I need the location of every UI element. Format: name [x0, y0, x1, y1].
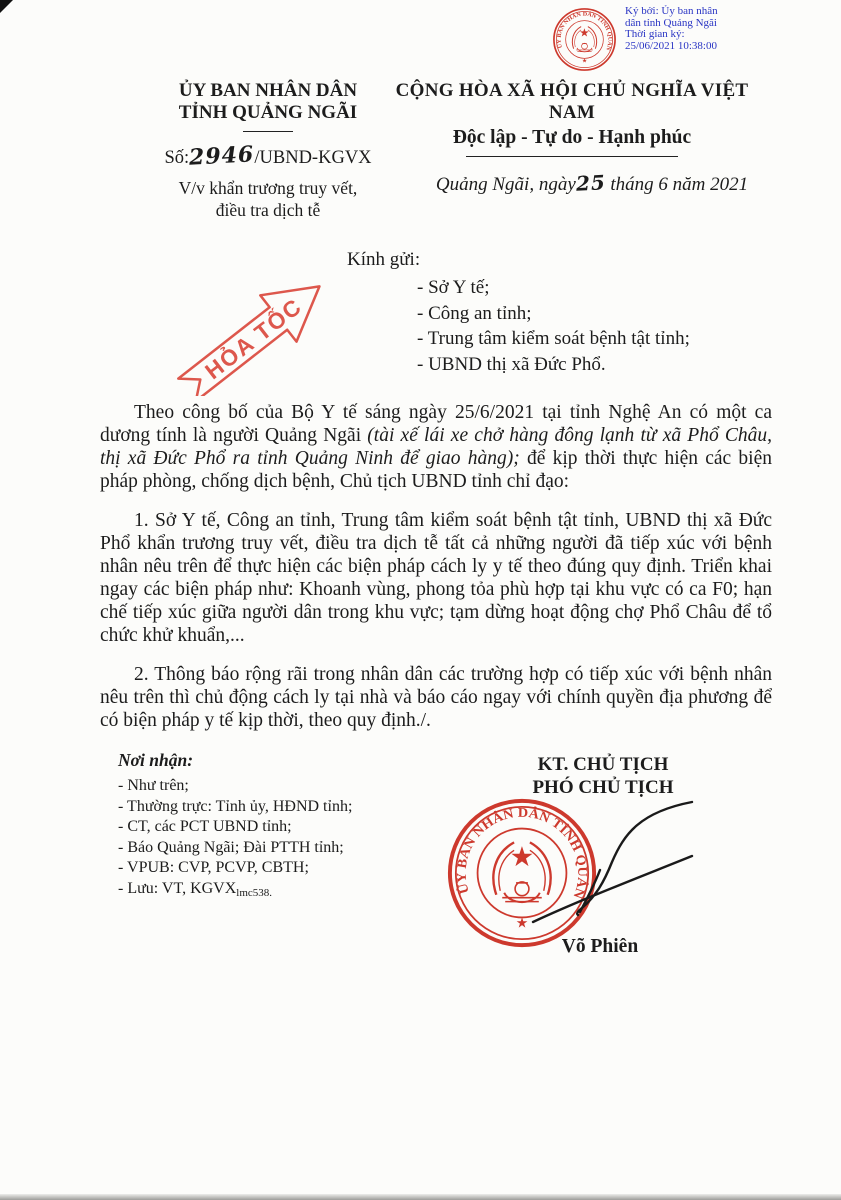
- place-date-line: [412, 171, 772, 196]
- intro-italic: (tài xế lái xe chở hàng đông lạnh từ xã Phổ Châu, thị xã Đức Phổ ra tỉnh Quảng Ninh để giao hàng);: [100, 425, 773, 469]
- recipient-item: - Trung tâm kiểm soát bệnh tật tỉnh;: [417, 328, 690, 349]
- body-paragraph-intro: [100, 401, 772, 493]
- signer-name: Võ Phiên: [561, 936, 639, 957]
- noi-nhan-item: - Báo Quảng Ngãi; Đài PTTH tỉnh;: [118, 838, 344, 856]
- noi-nhan-label: Nơi nhận:: [118, 750, 194, 770]
- body-paragraph-item1: 1. Sở Y tế, Công an tỉnh, Trung tâm kiểm soát bệnh tật tỉnh, UBND thị xã Đức Phổ khẩn trương truy vết, điều tra dịch tễ tất cả những người đã tiếp xúc với bệnh nhân nêu trên để thực hiện các biện pháp cách ly y tế theo đúng quy định. Triển khai ngay các biện pháp như: Khoanh vùng, phong tỏa phù hợp tại khu vực có ca F0; hạn chế tiếp xúc giữa người dân trong khu vực; tạm dừng hoạt động chợ Phổ Châu để tổ chức khử khuẩn,...: [100, 510, 772, 646]
- subject-line1: V/v khẩn trương truy vết,: [178, 178, 358, 198]
- org-divider: [243, 131, 293, 132]
- date-suffix: tháng 6 năm 2021: [610, 174, 749, 195]
- national-title: CỘNG HÒA XÃ HỘI CHỦ NGHĨA VIỆT NAM: [395, 80, 749, 123]
- date-prefix: Quảng Ngãi, ngày: [435, 174, 576, 195]
- recipient-item: - Sở Y tế;: [417, 277, 490, 298]
- sig-info-line: Thời gian ký:: [625, 28, 685, 40]
- noi-nhan-block: [118, 750, 448, 903]
- noi-nhan-last-sub: lmc538.: [236, 886, 273, 899]
- signer-title-block: [503, 753, 703, 799]
- org-name-line1: ỦY BAN NHÂN DÂN: [178, 80, 358, 101]
- noi-nhan-item: - Như trên;: [118, 777, 189, 794]
- sig-info-line: Ký bởi: Ủy ban nhân: [625, 5, 718, 17]
- signer-title-2: PHÓ CHỦ TỊCH: [532, 777, 674, 798]
- recipients-block: [347, 248, 690, 377]
- national-motto: Độc lập - Tự do - Hạnh phúc: [452, 127, 692, 148]
- motto-divider: [466, 156, 678, 157]
- signer-title-1: KT. CHỦ TỊCH: [537, 754, 669, 775]
- handwritten-signature: [520, 794, 700, 936]
- document-number-handwritten: 2946: [188, 141, 256, 171]
- noi-nhan-item: - VPUB: CVP, PCVP, CBTH;: [118, 859, 309, 876]
- intro-normal2: để kịp thời thực hiện các biện pháp phòng, chống dịch bệnh, Chủ tịch UBND tỉnh chỉ đạo:: [100, 448, 773, 492]
- recipients-list: [417, 275, 690, 377]
- document-number-suffix: /UBND-KGVX: [254, 148, 372, 168]
- hoa-toc-stamp: [156, 248, 346, 396]
- subject-line2: điều tra dịch tễ: [215, 200, 321, 220]
- body-paragraph-item2: 2. Thông báo rộng rãi trong nhân dân các trường hợp có tiếp xúc với bệnh nhân nêu trên thì chủ động cách ly tại nhà và báo cáo ngay với chính quyền địa phương để có biện pháp y tế kịp thời, theo quy định./.: [100, 664, 772, 731]
- national-header-block: [372, 80, 772, 196]
- digital-signature-info: [625, 6, 765, 52]
- noi-nhan-item: - Thường trực: Tỉnh ủy, HĐND tỉnh;: [118, 797, 353, 815]
- noi-nhan-item-last: [118, 879, 448, 904]
- scan-bottom-artifact: [0, 1194, 841, 1200]
- date-day-handwritten: 25: [575, 170, 607, 196]
- intro-normal1: Theo công bố của Bộ Y tế sáng ngày 25/6/2021 tại tỉnh Nghệ An có một ca dương tính là người Quảng Ngãi: [100, 402, 772, 446]
- noi-nhan-list: [118, 776, 448, 903]
- digital-signature-seal-icon: [551, 6, 618, 73]
- noi-nhan-item: - CT, các PCT UBND tỉnh;: [118, 818, 292, 835]
- scan-corner-artifact: [0, 0, 13, 13]
- document-body: [100, 401, 772, 748]
- sig-info-line: dân tỉnh Quảng Ngãi: [625, 16, 717, 29]
- sig-info-line: 25/06/2021 10:38:00: [625, 39, 717, 52]
- noi-nhan-last-main: - Lưu: VT, KGVX: [118, 879, 237, 897]
- recipients-label: Kính gửi:: [347, 249, 421, 270]
- document-number-prefix: Số:: [164, 148, 190, 168]
- org-name-line2: TỈNH QUẢNG NGÃI: [178, 102, 358, 123]
- recipient-item: - UBND thị xã Đức Phổ.: [417, 353, 606, 375]
- hoa-toc-label: HỎA TỐC: [200, 292, 308, 385]
- recipient-item: - Công an tỉnh;: [417, 302, 532, 324]
